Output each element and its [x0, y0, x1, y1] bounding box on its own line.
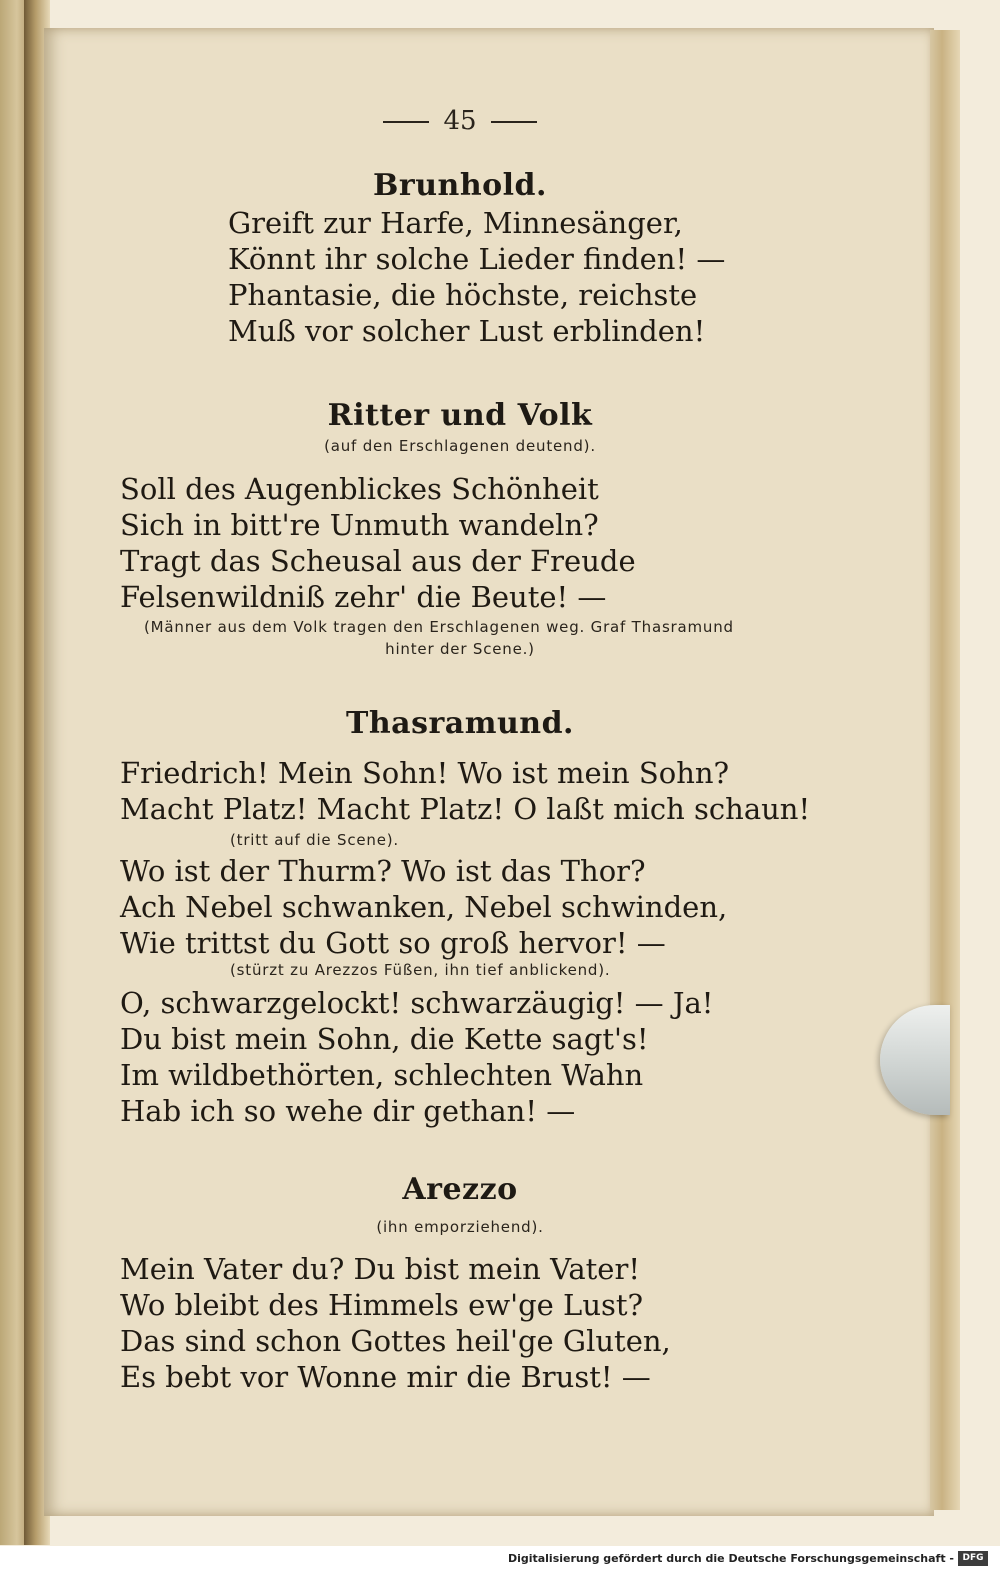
page-number	[360, 106, 560, 136]
verse-line: O, schwarzgelockt! schwarzäugig! — Ja!	[120, 986, 714, 1020]
verse-line: Wie trittst du Gott so groß hervor! —	[120, 926, 666, 960]
footer-credit: Digitalisierung gefördert durch die Deutsche Forschungsgemeinschaft -	[507, 1552, 954, 1565]
verse-line: Ach Nebel schwanken, Nebel schwinden,	[120, 890, 728, 924]
speaker-heading: Thasramund.	[346, 706, 574, 741]
verse-line: Es bebt vor Wonne mir die Brust! —	[120, 1360, 651, 1394]
verse-line: Könnt ihr solche Lieder finden! —	[228, 242, 726, 276]
verse-line: Greift zur Harfe, Minnesänger,	[228, 206, 683, 240]
dfg-logo: DFG	[958, 1551, 988, 1566]
verse-line: Friedrich! Mein Sohn! Wo ist mein Sohn?	[120, 756, 730, 790]
verse-line: Wo ist der Thurm? Wo ist das Thor?	[120, 854, 646, 888]
stage-direction: (Männer aus dem Volk tragen den Erschlagenen weg. Graf Thasramund	[144, 618, 734, 636]
verse-line: Soll des Augenblickes Schönheit	[120, 472, 599, 506]
verse-line: Du bist mein Sohn, die Kette sagt's!	[120, 1022, 649, 1056]
stage-direction: (ihn emporziehend).	[376, 1218, 544, 1236]
stage-direction: (auf den Erschlagenen deutend).	[324, 437, 596, 455]
speaker-heading: Arezzo	[402, 1172, 518, 1207]
verse-line: Felsenwildniß zehr' die Beute! —	[120, 580, 607, 614]
speaker-heading: Ritter und Volk	[327, 398, 593, 433]
stage-direction: (tritt auf die Scene).	[230, 831, 399, 849]
verse-line: Tragt das Scheusal aus der Freude	[120, 544, 636, 578]
verse-line: Mein Vater du? Du bist mein Vater!	[120, 1252, 640, 1286]
verse-line: Hab ich so wehe dir gethan! —	[120, 1094, 576, 1128]
speaker-heading: Brunhold.	[373, 168, 547, 203]
verse-line: Muß vor solcher Lust erblinden!	[228, 314, 706, 348]
stage-direction: (stürzt zu Arezzos Füßen, ihn tief anblickend).	[230, 961, 611, 979]
page-number-dash-right	[491, 121, 537, 123]
verse-line: Wo bleibt des Himmels ew'ge Lust?	[120, 1288, 644, 1322]
page-number-text: 45	[443, 106, 477, 136]
stage-direction: hinter der Scene.)	[385, 640, 535, 658]
verse-line: Im wildbethörten, schlechten Wahn	[120, 1058, 644, 1092]
page-number-dash-left	[383, 121, 429, 123]
verse-line: Macht Platz! Macht Platz! O laßt mich schaun!	[120, 792, 811, 826]
verse-line: Phantasie, die höchste, reichste	[228, 278, 698, 312]
verse-line: Sich in bitt're Unmuth wandeln?	[120, 508, 599, 542]
verse-line: Das sind schon Gottes heil'ge Gluten,	[120, 1324, 671, 1358]
